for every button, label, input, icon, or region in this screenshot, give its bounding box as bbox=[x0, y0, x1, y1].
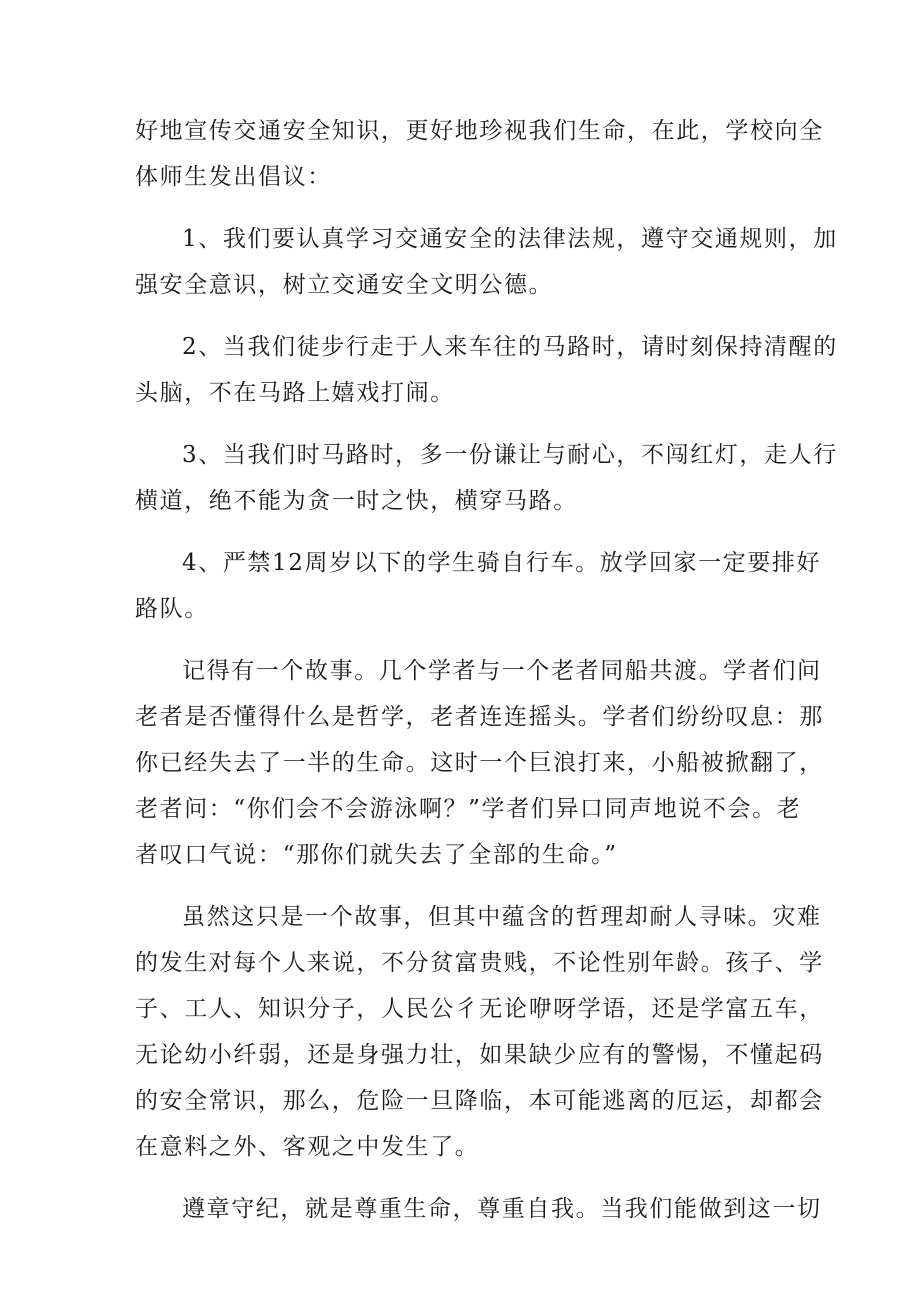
text-line: 老者问：“你们会不会游泳啊？”学者们异口同声地说不会。老 bbox=[135, 796, 802, 822]
text-line: 者叹口气说：“那你们就失去了全部的生命。” bbox=[135, 842, 618, 868]
paragraph-reflection bbox=[135, 894, 824, 1170]
text-line: 的安全常识，那么，危险一旦降临，本可能逃离的厄运，却都会 bbox=[135, 1088, 824, 1114]
text-line: 你已经失去了一半的生命。这时一个巨浪打来，小船被掀翻了， bbox=[135, 750, 824, 776]
text-line: 好地宣传交通安全知识，更好地珍视我们生命，在此，学校向全 bbox=[135, 118, 824, 144]
text-line: 遵章守纪，就是尊重生命，尊重自我。当我们能做到这一切 bbox=[182, 1196, 822, 1222]
text-line: 头脑，不在马路上嬉戏打闹。 bbox=[135, 380, 455, 406]
text-line: 强安全意识，树立交通安全文明公德。 bbox=[135, 272, 554, 298]
text-line: 横道，绝不能为贪一时之快，横穿马路。 bbox=[135, 488, 578, 514]
paragraph-closing bbox=[135, 1186, 822, 1232]
paragraph-story bbox=[135, 648, 824, 878]
text-line: 无论幼小纤弱，还是身强力壮，如果缺少应有的警惕，不懂起码 bbox=[135, 1042, 824, 1068]
paragraph-item-1 bbox=[135, 216, 838, 308]
paragraph-intro bbox=[135, 108, 824, 200]
document-body bbox=[135, 108, 838, 1232]
text-line: 记得有一个故事。几个学者与一个老者同船共渡。学者们问 bbox=[182, 658, 822, 684]
text-line: 4、严禁12周岁以下的学生骑自行车。放学回家一定要排好 bbox=[182, 550, 822, 576]
text-line: 子、工人、知识分子，人民公彳无论咿呀学语，还是学富五车， bbox=[135, 996, 824, 1022]
text-line: 路队。 bbox=[135, 596, 209, 622]
text-line: 2、当我们徒步行走于人来车往的马路时，请时刻保持清醒的 bbox=[182, 334, 838, 360]
text-line: 的发生对每个人来说，不分贫富贵贱，不论性别年龄。孩子、学 bbox=[135, 950, 824, 976]
text-line: 1、我们要认真学习交通安全的法律法规，遵守交通规则，加 bbox=[182, 226, 838, 252]
text-line: 虽然这只是一个故事，但其中蕴含的哲理却耐人寻味。灾难 bbox=[182, 904, 822, 930]
paragraph-item-4 bbox=[135, 540, 822, 632]
text-line: 3、当我们时马路时，多一份谦让与耐心，不闯红灯，走人行 bbox=[182, 442, 838, 468]
text-line: 体师生发出倡议： bbox=[135, 164, 332, 190]
text-line: 老者是否懂得什么是哲学，老者连连摇头。学者们纷纷叹息：那 bbox=[135, 704, 824, 730]
paragraph-item-2 bbox=[135, 324, 838, 416]
paragraph-item-3 bbox=[135, 432, 838, 524]
text-line: 在意料之外、客观之中发生了。 bbox=[135, 1134, 480, 1160]
